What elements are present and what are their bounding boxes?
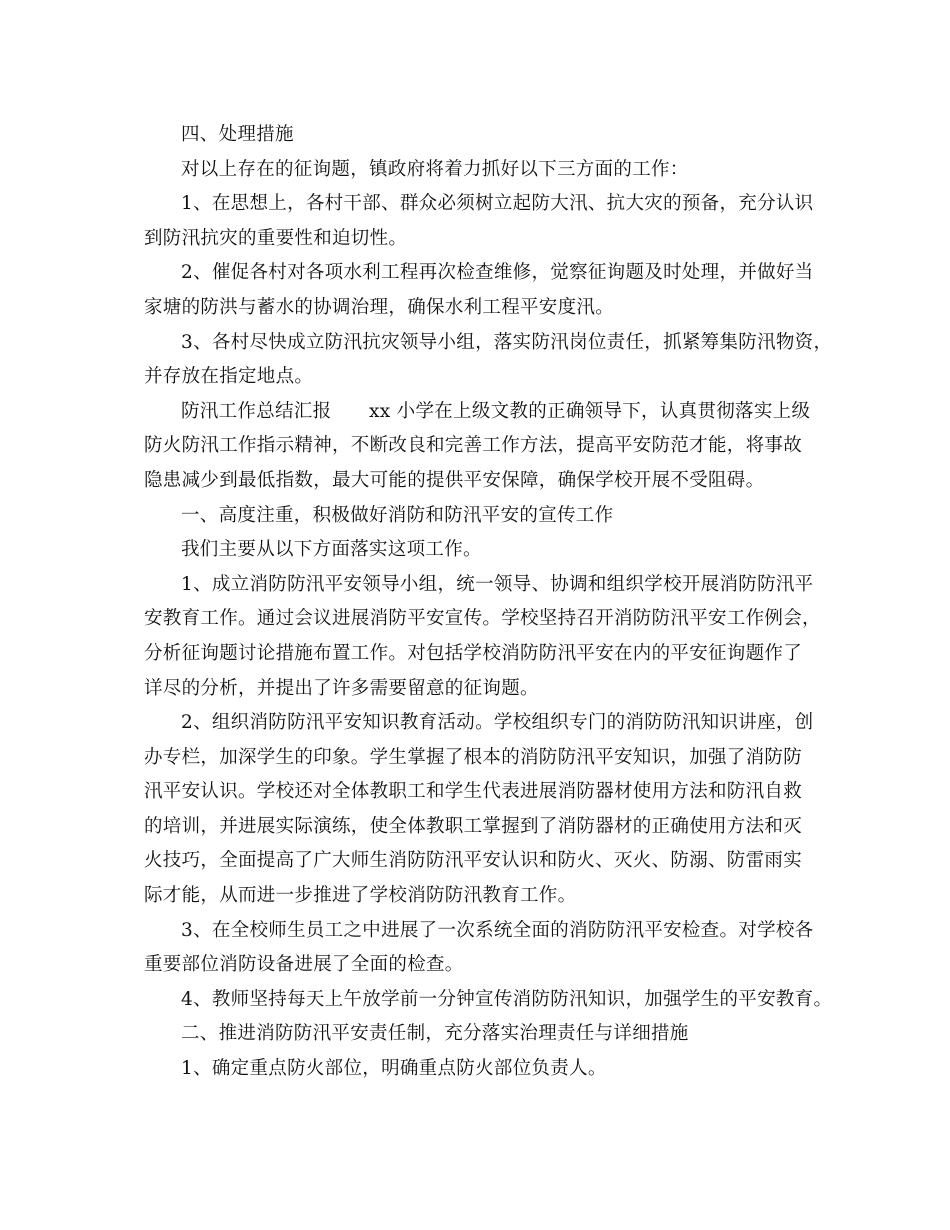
paragraph-start-line: 我们主要从以下方面落实这项工作。 [181,539,482,561]
paragraph-start-line: 2、组织消防防汛平安知识教育活动。学校组织专门的消防防汛知识讲座，创 [181,712,814,734]
paragraph-start-line: 二、推进消防防汛平安责任制，充分落实治理责任与详细措施 [181,1023,689,1045]
paragraph-line: 并存放在指定地点。 [144,366,314,388]
paragraph-line: 办专栏，加深学生的印象。学生掌握了根本的消防防汛平安知识，加强了消防防 [144,746,803,768]
paragraph-start-line: 4、教师坚持每天上午放学前一分钟宣传消防防汛知识，加强学生的平安教育。 [181,988,833,1010]
paragraph-start-line: 2、催促各村对各项水利工程再次检查维修，觉察征询题及时处理，并做好当 [181,262,814,284]
paragraph-start-line: 3、各村尽快成立防汛抗灾领导小组，落实防汛岗位责任，抓紧筹集防汛物资， [181,331,833,353]
paragraph-start-line: 1、确定重点防火部位，明确重点防火部位负责人。 [181,1058,607,1080]
paragraph-start-line: 防汛工作总结汇报 xx 小学在上级文教的正确领导下，认真贯彻落实上级 [181,400,811,422]
paragraph-start-line: 一、高度注重，积极做好消防和防汛平安的宣传工作 [181,504,614,526]
paragraph-start-line: 四、处理措施 [181,124,294,145]
paragraph-line: 的培训，并进展实际演练，使全体教职工掌握到了消防器材的正确使用方法和灭 [144,815,803,837]
paragraph-start-line: 1、成立消防防汛平安领导小组，统一领导、协调和组织学校开展消防防汛平 [181,573,814,595]
paragraph-line: 隐患减少到最低指数，最大可能的提供平安保障，确保学校开展不受阻碍。 [144,469,765,491]
paragraph-line: 重要部位消防设备进展了全面的检查。 [144,954,464,976]
paragraph-start-line: 3、在全校师生员工之中进展了一次系统全面的消防防汛平安检查。对学校各 [181,919,814,941]
paragraph-line: 到防汛抗灾的重要性和迫切性。 [144,227,408,249]
paragraph-line: 详尽的分析，并提出了许多需要留意的征询题。 [144,677,539,699]
paragraph-line: 安教育工作。通过会议进展消防平安宣传。学校坚持召开消防防汛平安工作例会， [144,608,821,630]
paragraph-line: 火技巧，全面提高了广大师生消防防汛平安认识和防火、灭火、防溺、防雷雨实 [144,850,803,872]
paragraph-line: 汛平安认识。学校还对全体教职工和学生代表进展消防器材使用方法和防汛自救 [144,781,803,803]
paragraph-line: 分析征询题讨论措施布置工作。对包括学校消防防汛平安在内的平安征询题作了 [144,642,803,664]
document-body [144,118,833,1087]
paragraph-start-line: 对以上存在的征询题，镇政府将着力抓好以下三方面的工作： [181,158,689,180]
paragraph-start-line: 1、在思想上，各村干部、群众必须树立起防大汛、抗大灾的预备，充分认识 [181,193,814,215]
paragraph-line: 际才能，从而进一步推进了学校消防防汛教育工作。 [144,885,577,907]
paragraph-line: 家塘的防洪与蓄水的协调治理，确保水利工程平安度汛。 [144,296,615,318]
paragraph-line: 防火防汛工作指示精神，不断改良和完善工作方法，提高平安防范才能，将事故 [144,435,803,457]
